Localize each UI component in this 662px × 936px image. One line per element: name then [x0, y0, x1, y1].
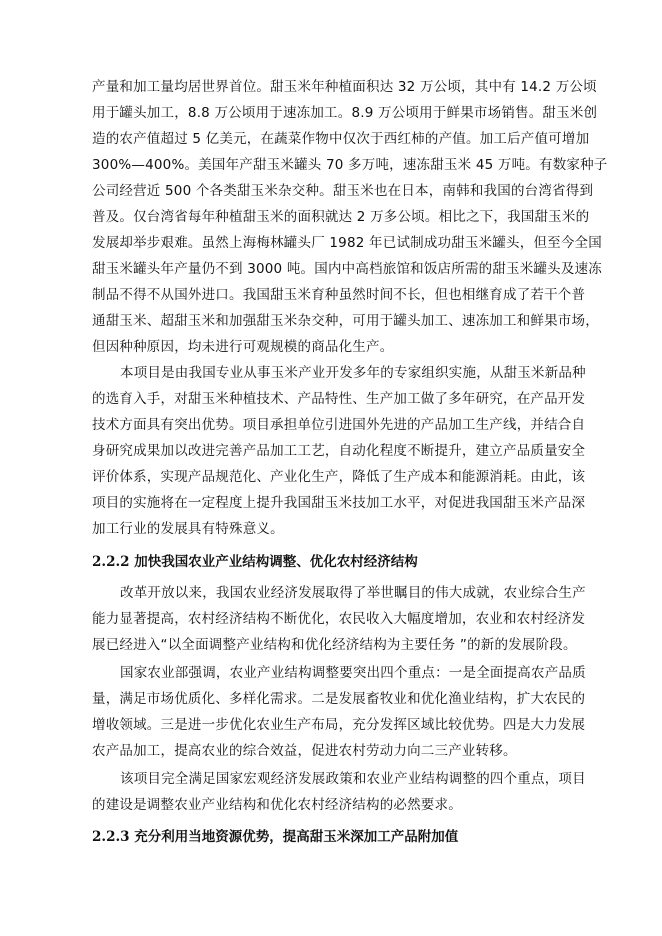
paragraph-line: 通甜玉米、超甜玉米和加强甜玉米杂交种，可用于罐头加工、速冻加工和鲜果市场，: [92, 313, 599, 329]
paragraph-line: 评价体系，实现产品规范化、产业化生产，降低了生产成本和能源消耗。由此，该: [92, 469, 586, 485]
paragraph-line: 农产品加工，提高农业的综合效益，促进农村劳动力向二三产业转移。: [92, 743, 517, 759]
paragraph-line: 用于罐头加工，8.8 万公顷用于速冻加工。8.9 万公顷用于鲜果市场销售。甜玉米创: [92, 105, 598, 121]
paragraph-line: 普及。仅台湾省每年种植甜玉米的面积就达 2 万多公顷。相比之下，我国甜玉米的: [92, 209, 590, 225]
paragraph-line: 制品不得不从国外进口。我国甜玉米育种虽然时间不长，但也相继育成了若干个普: [92, 287, 586, 303]
paragraph-line: 甜玉米罐头年产量仍不到 3000 吨。国内中高档旅馆和饭店所需的甜玉米罐头及速冻: [92, 261, 602, 277]
paragraph-line: 国家农业部强调，农业产业结构调整要突出四个重点：一是全面提高农产品质: [120, 665, 586, 681]
paragraph-line: 增收领域。三是进一步优化农业生产布局，充分发挥区域比较优势。四是大力发展: [92, 717, 586, 733]
paragraph-line: 的建设是调整农业产业结构和优化农村经济结构的必然要求。: [92, 797, 462, 813]
paragraph-line: 300%—400%。美国年产甜玉米罐头 70 多万吨，速冻甜玉米 45 万吨。有数家种子: [92, 157, 608, 173]
paragraph-line: 产量和加工量均居世界首位。甜玉米年种植面积达 32 万公顷，其中有 14.2 万公顷: [92, 79, 597, 95]
paragraph-line: 身研究成果加以改进完善产品加工工艺，自动化程度不断提升，建立产品质量安全: [92, 443, 586, 459]
paragraph-line: 的选育入手，对甜玉米种植技术、产品特性、生产加工做了多年研究，在产品开发: [92, 391, 586, 407]
paragraph-line: 公司经营近 500 个各类甜玉米杂交种。甜玉米也在日本，南韩和我国的台湾省得到: [92, 183, 594, 199]
paragraph-line: 本项目是由我国专业从事玉米产业开发多年的专家组织实施，从甜玉米新品种: [120, 365, 586, 381]
paragraph-line: 发展却举步艰难。虽然上海梅林罐头厂 1982 年已试制成功甜玉米罐头，但至今全国: [92, 235, 602, 251]
section-heading: 2.2.3 充分利用当地资源优势，提高甜玉米深加工产品附加值: [92, 829, 459, 845]
paragraph-line: 该项目完全满足国家宏观经济发展政策和农业产业结构调整的四个重点，项目: [120, 771, 586, 787]
paragraph-line: 量，满足市场优质化、多样化需求。二是发展畜牧业和优化渔业结构，扩大农民的: [92, 691, 586, 707]
paragraph-line: 改革开放以来，我国农业经济发展取得了举世瞩目的伟大成就，农业综合生产: [120, 585, 586, 601]
paragraph-line: 项目的实施将在一定程度上提升我国甜玉米技加工水平，对促进我国甜玉米产品深: [92, 495, 586, 511]
paragraph-line: 能力显著提高，农村经济结构不断优化，农民收入大幅度增加，农业和农村经济发: [92, 611, 586, 627]
section-heading: 2.2.2 加快我国农业产业结构调整、优化农村经济结构: [92, 554, 418, 570]
paragraph-line: 造的农产值超过 5 亿美元，在蔬菜作物中仅次于西红柿的产值。加工后产值可增加: [92, 131, 590, 147]
paragraph-line: 加工行业的发展具有特殊意义。: [92, 521, 284, 537]
paragraph-line: 展已经进入“以全面调整产业结构和优化经济结构为主要任务 ”的新的发展阶段。: [92, 637, 577, 653]
paragraph-line: 但因种种原因，均未进行可观规模的商品化生产。: [92, 339, 394, 355]
paragraph-line: 技术方面具有突出优势。项目承担单位引进国外先进的产品加工生产线，并结合自: [92, 417, 586, 433]
